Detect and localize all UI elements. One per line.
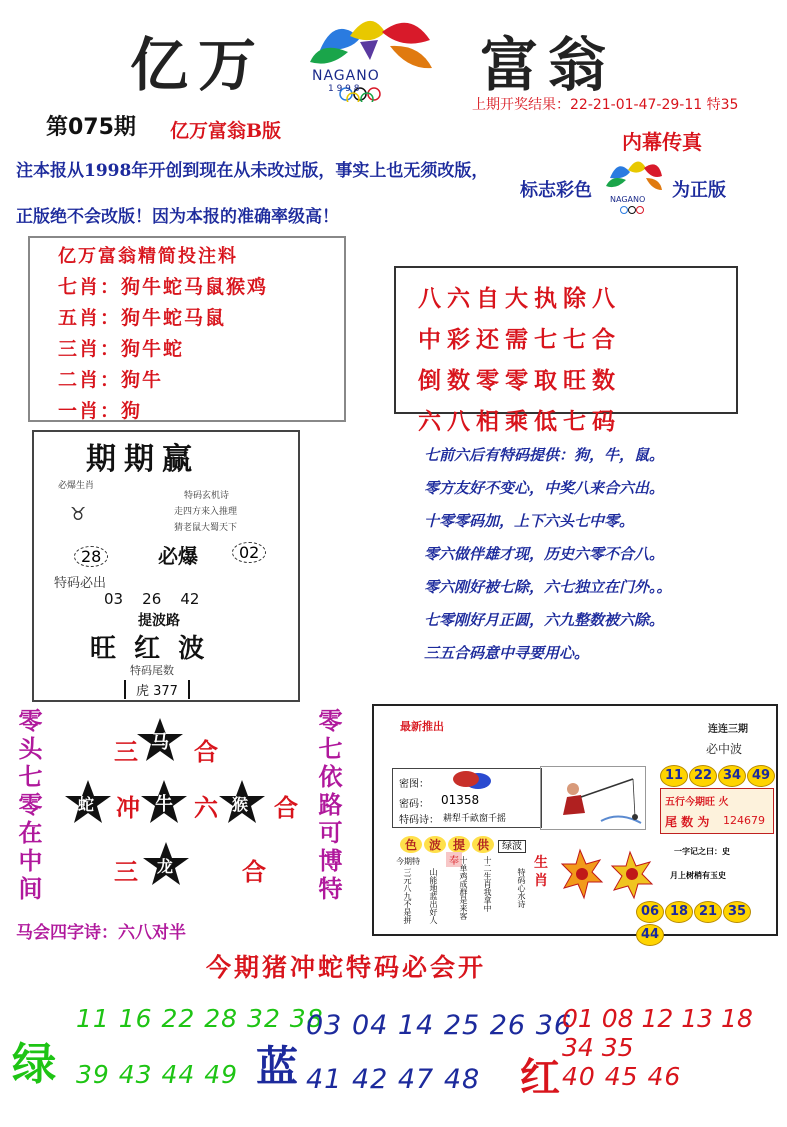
green-nums-1: 11 16 22 28 32 38 xyxy=(76,1004,324,1033)
zodiac-line-5: 五肖：狗牛蛇马鼠 xyxy=(58,307,227,329)
tail-value: 124679 xyxy=(723,814,765,827)
zodiac-line-3: 三肖：狗牛蛇 xyxy=(58,338,185,360)
poem-block xyxy=(424,444,784,669)
win-num-right: 02 xyxy=(232,542,266,563)
burst-icon xyxy=(560,846,656,902)
notice-line-1: 注本报从1998年开创到现在从未改过版，事实上也无须改版， xyxy=(16,161,489,181)
star-r2-a: 蛇 xyxy=(78,795,95,814)
color-wave-char: 波 xyxy=(424,836,446,853)
small-logo xyxy=(600,156,664,216)
ball: 34 xyxy=(718,765,746,787)
fax-label: 内幕传真 xyxy=(622,130,702,154)
col1-title: 今期特 xyxy=(396,857,420,866)
info-panel xyxy=(372,704,778,942)
fishing-picture xyxy=(540,766,646,830)
blue-nums-2: 41 42 47 48 xyxy=(306,1064,481,1095)
ball: 49 xyxy=(747,765,775,787)
ball: 06 xyxy=(636,901,664,923)
red-label: 红 xyxy=(520,1054,560,1101)
poem-text: 耕犁千畝窗千摇 xyxy=(443,814,507,824)
col1-a: 三元八九不是拼 xyxy=(403,868,412,924)
color-wave-char: 提 xyxy=(448,836,470,853)
poem-line-2: 零方友好不变心，中奖八来合六出。 xyxy=(424,479,665,497)
zodiac-box xyxy=(28,236,346,422)
secret-code: 01358 xyxy=(441,793,480,807)
blue-nums-1: 03 04 14 25 26 36 xyxy=(306,1010,573,1041)
panel-must-wave: 必中波 xyxy=(706,742,743,756)
edition-label: 亿万富翁B版 xyxy=(170,120,282,142)
win-box-title: 期期赢 xyxy=(86,442,200,477)
nagano-logo xyxy=(290,10,450,102)
svg-text:NAGANO: NAGANO xyxy=(610,195,646,204)
win-wave: 旺 红 波 xyxy=(90,634,205,664)
ball: 11 xyxy=(660,765,688,787)
color-wave-char: 供 xyxy=(472,836,494,853)
star-r1-c: 合 xyxy=(194,737,218,766)
bull-icon: ♉ xyxy=(70,504,87,525)
col1-tag: 奉 xyxy=(446,852,462,867)
issue-number: 第075期 xyxy=(46,115,136,140)
poem-line-3: 十零零码加，上下六头七中零。 xyxy=(424,512,635,530)
win-tail-value: 虎 377 xyxy=(124,680,190,699)
ball: 21 xyxy=(694,901,722,923)
star-r2-b: 冲 xyxy=(116,793,140,822)
fisherman-icon xyxy=(541,767,645,829)
col2-a: 十单鸡成群是来客 xyxy=(459,856,468,920)
secret-code-label: 密码： xyxy=(399,799,429,810)
star-r2-e: 猴 xyxy=(232,795,249,814)
tree-hint: 月上树梢有玉史 xyxy=(670,871,726,880)
col2-b: 十二生肖我拿中 xyxy=(483,856,492,912)
panel-latest: 最新推出 xyxy=(400,720,444,733)
word-hint: 一字记之曰：史 xyxy=(674,847,730,856)
star-r1-b: 马 xyxy=(151,732,169,753)
title-right: 富翁 xyxy=(480,31,617,99)
col3: 特码心水诗 xyxy=(517,868,526,908)
logo-year: 1 9 9 8 xyxy=(328,84,360,94)
star-r2-f: 合 xyxy=(274,793,298,822)
star-r2-c: 牛 xyxy=(155,794,173,815)
riddle-line-4: 六八相乘低七码 xyxy=(418,408,621,435)
win-note-3: 猜老鼠大蜀天下 xyxy=(174,523,238,533)
star-r2-d: 六 xyxy=(194,793,218,822)
panel-top-balls xyxy=(660,764,776,787)
right-vertical-text: 零七依路可博特 xyxy=(314,708,343,904)
logo-note-left: 标志彩色 xyxy=(520,180,592,201)
win-special-label: 特码必出 xyxy=(54,576,107,591)
headline: 今期猪冲蛇特码必会开 xyxy=(206,953,487,982)
star-r3-a: 三 xyxy=(114,857,138,886)
red-nums-2: 40 45 46 xyxy=(562,1062,682,1091)
zodiac-tag: 生肖 xyxy=(534,855,548,889)
poem-line-1: 七前六后有特码提供：狗，牛，鼠。 xyxy=(424,446,665,464)
left-vertical-text: 零头七零在中间 xyxy=(14,708,43,904)
tail-label: 尾 数 为 xyxy=(665,815,710,829)
zodiac-line-7: 七肖：狗牛蛇马鼠猴鸡 xyxy=(58,276,269,298)
poem-line-7: 三五合码意中寻要用心。 xyxy=(424,644,590,662)
logo-note-right: 为正版 xyxy=(672,180,726,201)
logo-text: NAGANO xyxy=(312,68,380,84)
ball: 35 xyxy=(723,901,751,923)
secret-box xyxy=(392,768,542,828)
star-r1-a: 三 xyxy=(114,737,138,766)
color-wave-tag: 绿波 xyxy=(498,840,526,853)
col1-b: 山能地蓝出好人 xyxy=(429,868,438,924)
win-nums: 03 26 42 xyxy=(104,590,200,608)
burst-picture xyxy=(560,846,656,902)
zodiac-line-1: 一肖：狗 xyxy=(58,400,143,422)
poem-line-6: 七零刚好月正圆，六九整数被六除。 xyxy=(424,611,665,629)
five-elements: 五行今期旺 火 xyxy=(665,797,729,808)
bead-icon xyxy=(453,771,479,787)
win-must-burst: 必爆 xyxy=(158,544,198,568)
color-wave-char: 色 xyxy=(400,836,422,853)
zodiac-line-2: 二肖：狗牛 xyxy=(58,369,164,391)
win-must: 必爆生肖 xyxy=(58,481,95,491)
star-r3-b: 龙 xyxy=(157,857,174,876)
blue-label: 蓝 xyxy=(256,1042,299,1091)
win-note-2: 走四方来入推理 xyxy=(174,507,238,517)
win-num-left: 28 xyxy=(74,546,108,567)
ball: 22 xyxy=(689,765,717,787)
win-tail-label: 特码尾数 xyxy=(130,664,174,677)
panel-three-issues: 连连三期 xyxy=(708,724,748,735)
win-box xyxy=(32,430,300,702)
win-wave-label: 提波路 xyxy=(138,613,180,629)
red-nums-1: 01 08 12 13 18 34 35 xyxy=(562,1004,753,1062)
olympic-flower-icon xyxy=(290,10,450,102)
small-olympic-flower-icon xyxy=(600,156,664,216)
poem-line-5: 零六刚好被七除，六七独立在门外。。 xyxy=(424,578,672,596)
poem-line-4: 零六做伴雄才现，历史六零不合八。 xyxy=(424,545,665,563)
riddle-box xyxy=(394,266,738,435)
poem-label: 特码诗： xyxy=(399,815,439,826)
riddle-line-3: 倒数零零取旺数 xyxy=(418,367,621,394)
ball: 18 xyxy=(665,901,693,923)
last-result: 上期开奖结果：22-21-01-47-29-11 特35 xyxy=(472,97,739,113)
win-note-1: 特码玄机诗 xyxy=(184,491,230,501)
color-wave-row xyxy=(400,834,526,853)
riddle-line-2: 中彩还需七七合 xyxy=(418,326,621,353)
ball: 44 xyxy=(636,924,664,946)
green-label: 绿 xyxy=(12,1039,56,1090)
zodiac-box-title: 亿万富翁精简投注料 xyxy=(58,246,238,267)
green-nums-2: 39 43 44 49 xyxy=(76,1060,239,1089)
title-left: 亿万 xyxy=(130,31,267,99)
star-grid xyxy=(60,712,310,892)
notice-line-2: 正版绝不会改版！因为本报的准确率级高！ xyxy=(16,207,339,227)
elements-box xyxy=(660,788,774,834)
star-r3-c: 合 xyxy=(242,857,266,886)
secret-label: 密图： xyxy=(399,779,429,790)
panel-bottom-balls xyxy=(636,900,776,946)
horse-poem: 马会四字诗：六八对半 xyxy=(16,923,186,943)
riddle-line-1: 八六自大执除八 xyxy=(418,285,621,312)
